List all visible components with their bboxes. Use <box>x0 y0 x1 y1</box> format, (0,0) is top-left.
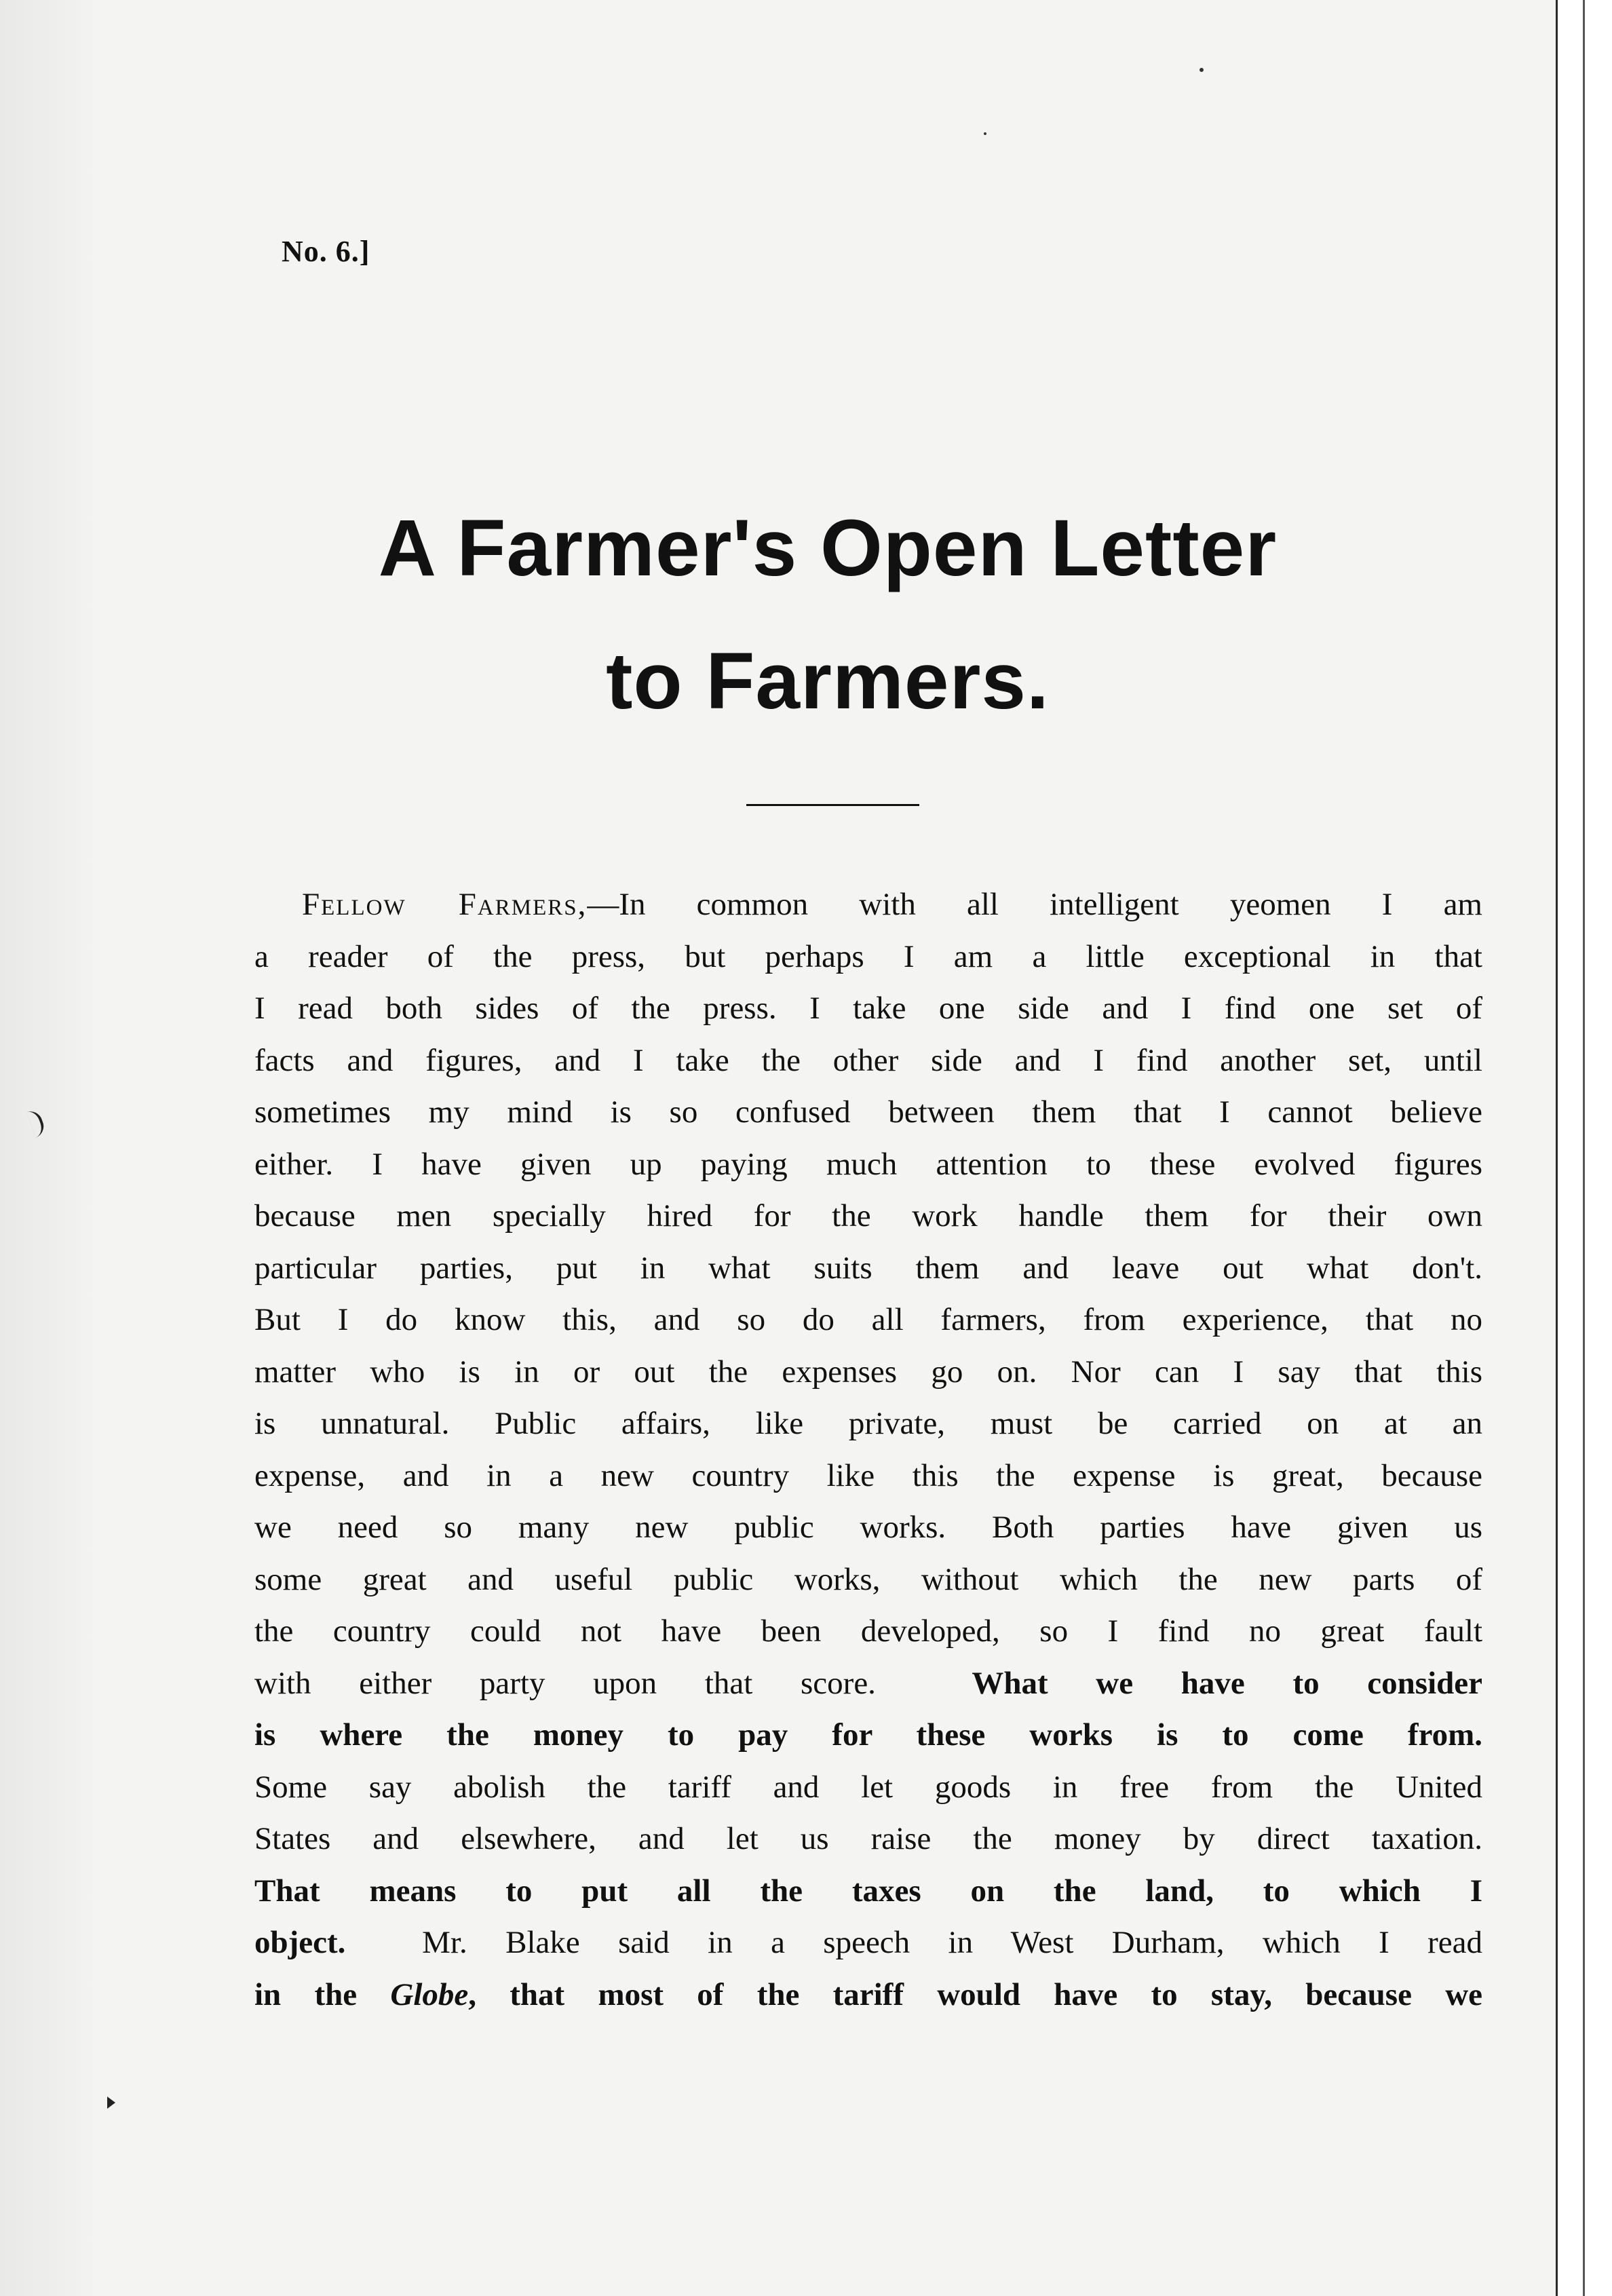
scan-edge-line <box>1583 0 1585 2296</box>
scan-margin-left <box>0 0 102 2296</box>
emphasis-line: is where the money to pay for these works is to come from. <box>254 1717 1482 1753</box>
emphasis-text: , that most of the tariff would have to stay, because we <box>468 1976 1482 2012</box>
title-divider <box>746 804 919 806</box>
body-text: —In common with all intelligent yeomen I am <box>587 887 1482 922</box>
body-line: I read both sides of the press. I take one side and I find one set of <box>254 991 1482 1026</box>
body-line: particular parties, put in what suits them and leave out what don't. <box>254 1250 1482 1286</box>
emphasis-text: in the <box>254 1976 358 2012</box>
body-text: with either party upon that score. <box>254 1665 876 1701</box>
body-line <box>254 879 1482 931</box>
emphasis-line <box>254 1969 1482 2021</box>
page-title <box>102 482 1554 748</box>
body-line: sometimes my mind is so confused between them that I cannot believe <box>254 1094 1482 1130</box>
body-line: the country could not have been developed, so I find no great fault <box>254 1613 1482 1649</box>
body-line: either. I have given up paying much attention to these evolved figures <box>254 1146 1482 1182</box>
body-line: expense, and in a new country like this the expense is great, because <box>254 1457 1482 1493</box>
body-line: matter who is in or out the expenses go on. Nor can I say that this <box>254 1354 1482 1390</box>
emphasis-text: What we have to consider <box>972 1665 1482 1701</box>
body-line: But I do know this, and so do all farmers, from experience, that no <box>254 1302 1482 1337</box>
body-line <box>254 1658 1482 1710</box>
emphasis-text: object. <box>254 1925 346 1960</box>
title-line-2: to Farmers. <box>606 636 1050 726</box>
pamphlet-number: No. 6.] <box>282 235 370 268</box>
newspaper-name: Globe <box>390 1976 469 2012</box>
body-line: some great and useful public works, without which the new parts of <box>254 1561 1482 1597</box>
emphasis-line: That means to put all the taxes on the land, to which I <box>254 1873 1482 1909</box>
body-line: we need so many new public works. Both parties have given us <box>254 1510 1482 1545</box>
body-text: Mr. Blake said in a speech in West Durham, which I read <box>422 1925 1482 1960</box>
body-line <box>254 1917 1482 1969</box>
body-line: is unnatural. Public affairs, like private, must be carried on at an <box>254 1406 1482 1441</box>
body-line: facts and figures, and I take the other side and I find another set, until <box>254 1042 1482 1078</box>
body-line: Some say abolish the tariff and let goods in free from the United <box>254 1769 1482 1805</box>
salutation: Fellow Farmers, <box>302 887 588 922</box>
body-line: because men specially hired for the work handle them for their own <box>254 1198 1482 1233</box>
title-line-1: A Farmer's Open Letter <box>378 503 1278 593</box>
body-line: States and elsewhere, and let us raise the money by direct taxation. <box>254 1821 1482 1856</box>
body-line: a reader of the press, but perhaps I am a little exceptional in that <box>254 938 1482 974</box>
letter-body <box>254 879 1482 2021</box>
document-page <box>102 0 1554 2296</box>
